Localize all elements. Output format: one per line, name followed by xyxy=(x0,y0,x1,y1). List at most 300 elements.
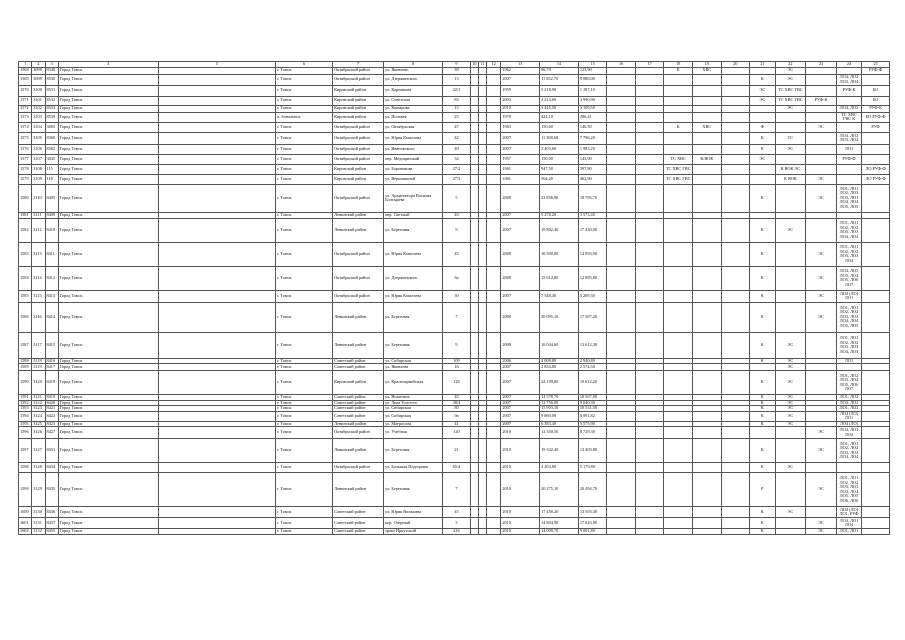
cell-area: 2 203,80 xyxy=(540,463,579,473)
cell-c23 xyxy=(806,371,837,395)
cell-id: 3123 xyxy=(32,406,45,412)
cell-val: 10 531,50 xyxy=(578,406,607,412)
cell-n: 1568 xyxy=(19,67,32,74)
cell-val: 13 612,30 xyxy=(578,332,607,358)
cell-city: г. Томск xyxy=(275,122,332,132)
table-row xyxy=(19,132,890,144)
empty-cell xyxy=(470,164,478,174)
cell-area: 7 548,40 xyxy=(540,290,579,302)
cell-area: 24 109,00 xyxy=(540,371,579,395)
empty-cell xyxy=(478,122,486,132)
cell-c21 xyxy=(750,427,775,439)
cell-year: 2008 xyxy=(501,266,540,290)
empty-cell xyxy=(635,411,664,421)
cell-c25 xyxy=(862,184,890,212)
cell-c21 xyxy=(750,174,775,184)
column-number-cell: 2 xyxy=(32,62,45,68)
empty-cell xyxy=(158,439,275,463)
cell-city: г. Томск xyxy=(275,518,332,529)
cell-city: г. Томск xyxy=(275,364,332,371)
empty-cell xyxy=(607,74,636,85)
cell-loc: Город Томск xyxy=(58,218,158,242)
cell-val: 1 983,20 xyxy=(578,144,607,154)
cell-district: Кировский район xyxy=(333,371,384,395)
column-number-cell: 20 xyxy=(721,62,750,68)
cell-c23 xyxy=(806,105,837,112)
cell-district: Кировский район xyxy=(333,105,384,112)
column-number-cell: 19 xyxy=(693,62,722,68)
cell-district: Ленинский район xyxy=(333,302,384,332)
cell-street: ул. Боровикова xyxy=(384,164,443,174)
cell-c25 xyxy=(862,144,890,154)
cell-code: 115 xyxy=(45,164,58,174)
cell-street: ул. Береговая xyxy=(384,302,443,332)
cell-val: 9 001,80 xyxy=(578,529,607,535)
cell-n: 1594 xyxy=(19,411,32,421)
cell-city: г. Томск xyxy=(275,144,332,154)
cell-c22 xyxy=(775,112,806,122)
empty-cell xyxy=(607,463,636,473)
cell-val: 146,50 xyxy=(578,122,607,132)
cell-c23: РУФ-К xyxy=(806,96,837,105)
cell-c21 xyxy=(750,105,775,112)
cell-c23: ЭС xyxy=(806,174,837,184)
empty-cell xyxy=(721,473,750,507)
cell-c23: ЭС xyxy=(806,529,837,535)
cell-code: 8427 xyxy=(45,427,58,439)
table-row xyxy=(19,302,890,332)
cell-c19 xyxy=(693,105,722,112)
column-number-cell: 16 xyxy=(607,62,636,68)
cell-c18 xyxy=(664,364,693,371)
cell-c18 xyxy=(664,463,693,473)
cell-c24: ЛО1, ЛО2 ЛО3, ЛО4 ЛО5, ЛО6 ЛО7 xyxy=(836,371,861,395)
cell-city: г. Томск xyxy=(275,154,332,164)
cell-code: 3045 xyxy=(45,154,58,164)
cell-val: 10 507,90 xyxy=(578,395,607,401)
column-number-cell: 15 xyxy=(578,62,607,68)
empty-cell xyxy=(470,174,478,184)
empty-cell xyxy=(478,96,486,105)
cell-c22: ЭС xyxy=(775,67,806,74)
cell-n: 1582 xyxy=(19,218,32,242)
cell-loc: Город Томск xyxy=(58,358,158,364)
cell-c24: ЛО4, ЛО2 xyxy=(836,105,861,112)
cell-c24: ЛО4, ЛО2 xyxy=(836,400,861,406)
cell-year: 1962 xyxy=(501,67,540,74)
empty-cell xyxy=(158,112,275,122)
cell-area: 4 008,80 xyxy=(540,358,579,364)
cell-house: 43 xyxy=(443,212,471,218)
cell-c22: ЭС xyxy=(775,358,806,364)
empty-cell xyxy=(470,85,478,96)
cell-c23: ЭС xyxy=(806,439,837,463)
empty-cell xyxy=(470,427,478,439)
cell-street: ул. Березовая xyxy=(384,473,443,507)
cell-year: 2010 xyxy=(501,507,540,518)
cell-street: ул. Юрия Кошелева xyxy=(384,290,443,302)
cell-house: 21 xyxy=(443,439,471,463)
empty-cell xyxy=(478,473,486,507)
empty-cell xyxy=(470,473,478,507)
cell-c23: ЭС xyxy=(806,242,837,266)
cell-district: Октябрьский район xyxy=(333,266,384,290)
cell-house: 5 xyxy=(443,184,471,212)
empty-cell xyxy=(635,242,664,266)
cell-year: 2010 xyxy=(501,473,540,507)
empty-cell xyxy=(487,364,501,371)
cell-c19 xyxy=(693,184,722,212)
cell-loc: Город Томск xyxy=(58,439,158,463)
cell-house: 25 xyxy=(443,112,471,122)
cell-n: 1576 xyxy=(19,144,32,154)
cell-code: 8421 xyxy=(45,406,58,412)
cell-year: 2010 xyxy=(501,427,540,439)
empty-cell xyxy=(635,122,664,132)
empty-cell xyxy=(158,411,275,421)
cell-loc: Город Томск xyxy=(58,400,158,406)
cell-c19 xyxy=(693,302,722,332)
table-row xyxy=(19,164,890,174)
cell-c25 xyxy=(862,302,890,332)
column-number-cell: 1 xyxy=(19,62,32,68)
cell-c18: ТС ХВС ГВС xyxy=(664,174,693,184)
cell-n: 1569 xyxy=(19,74,32,85)
cell-code: 8413 xyxy=(45,290,58,302)
cell-val: 143,90 xyxy=(578,154,607,164)
empty-cell xyxy=(478,67,486,74)
cell-area: 14 009,70 xyxy=(540,529,579,535)
cell-c19 xyxy=(693,364,722,371)
empty-cell xyxy=(158,518,275,529)
empty-cell xyxy=(635,266,664,290)
cell-year: 1978 xyxy=(501,112,540,122)
cell-id: 3099 xyxy=(32,74,45,85)
empty-cell xyxy=(721,529,750,535)
cell-code: 8416 xyxy=(45,358,58,364)
cell-house: 9 xyxy=(443,332,471,358)
cell-c19 xyxy=(693,218,722,242)
empty-cell xyxy=(487,411,501,421)
cell-c18 xyxy=(664,332,693,358)
cell-year: 2007 xyxy=(501,371,540,395)
cell-c25 xyxy=(862,473,890,507)
cell-c18 xyxy=(664,144,693,154)
cell-c23 xyxy=(806,112,837,122)
cell-city: г. Томск xyxy=(275,105,332,112)
cell-c21: ЭС xyxy=(750,96,775,105)
cell-c22: К ЯОК ЭС xyxy=(775,164,806,174)
cell-c24: РУФ-Ф xyxy=(836,154,861,164)
cell-code: 8437 xyxy=(45,518,58,529)
empty-cell xyxy=(158,266,275,290)
cell-street: ул. Березовая xyxy=(384,332,443,358)
cell-c23: ЭС xyxy=(806,290,837,302)
empty-cell xyxy=(487,302,501,332)
cell-district: Советский район xyxy=(333,529,384,535)
cell-val: 9 040,30 xyxy=(578,400,607,406)
empty-cell xyxy=(470,122,478,132)
empty-cell xyxy=(635,427,664,439)
empty-cell xyxy=(158,290,275,302)
empty-cell xyxy=(478,463,486,473)
cell-c21: К xyxy=(750,529,775,535)
cell-code: 8411 xyxy=(45,242,58,266)
cell-val: 13 503,30 xyxy=(578,507,607,518)
empty-cell xyxy=(721,184,750,212)
cell-id: 3119 xyxy=(32,364,45,371)
cell-id: 3102 xyxy=(32,105,45,112)
empty-cell xyxy=(487,463,501,473)
cell-id: 3126 xyxy=(32,427,45,439)
empty-cell xyxy=(487,122,501,132)
empty-cell xyxy=(478,132,486,144)
empty-cell xyxy=(470,364,478,371)
cell-id: 3108 xyxy=(32,164,45,174)
empty-cell xyxy=(635,473,664,507)
cell-c18: ТС ХВС ГВС xyxy=(664,164,693,174)
cell-c25 xyxy=(862,518,890,529)
table-row xyxy=(19,518,890,529)
cell-n: 1571 xyxy=(19,96,32,105)
empty-cell xyxy=(721,518,750,529)
cell-street: ул. Сибирская xyxy=(384,411,443,421)
cell-c18 xyxy=(664,184,693,212)
cell-city: г. Томск xyxy=(275,184,332,212)
cell-c18 xyxy=(664,96,693,105)
empty-cell xyxy=(158,74,275,85)
cell-val: 8 729,30 xyxy=(578,427,607,439)
empty-cell xyxy=(478,184,486,212)
cell-code: 8423 xyxy=(45,421,58,427)
empty-cell xyxy=(478,164,486,174)
cell-c23: ЭС xyxy=(806,184,837,212)
empty-cell xyxy=(470,439,478,463)
cell-c18 xyxy=(664,290,693,302)
cell-c24: ЛО4 (ЛО) ЛО1 xyxy=(836,290,861,302)
cell-district: Октябрьский район xyxy=(333,184,384,212)
empty-cell xyxy=(635,184,664,212)
cell-n: 1584 xyxy=(19,266,32,290)
cell-id: 3125 xyxy=(32,421,45,427)
cell-c19 xyxy=(693,371,722,395)
empty-cell xyxy=(487,427,501,439)
empty-cell xyxy=(470,112,478,122)
empty-cell xyxy=(487,529,501,535)
cell-id: 3100 xyxy=(32,85,45,96)
empty-cell xyxy=(158,164,275,174)
cell-n: 1573 xyxy=(19,112,32,122)
empty-cell xyxy=(158,507,275,518)
cell-city: г. Томск xyxy=(275,507,332,518)
cell-c23 xyxy=(806,164,837,174)
cell-city: г. Томск xyxy=(275,529,332,535)
cell-code: 8436 xyxy=(45,507,58,518)
cell-c18 xyxy=(664,473,693,507)
cell-val: 17 507,20 xyxy=(578,302,607,332)
empty-cell xyxy=(470,290,478,302)
cell-house: 216 xyxy=(443,529,471,535)
cell-c22 xyxy=(775,122,806,132)
cell-c18 xyxy=(664,439,693,463)
cell-c24: ЛО1, ЛО1 ЛО2, ЛО2 ЛО3, ЛО3 ЛО4, ЛО4 xyxy=(836,332,861,358)
cell-c24 xyxy=(836,122,861,132)
cell-c21: Ф xyxy=(750,122,775,132)
empty-cell xyxy=(487,96,501,105)
cell-code: 8412 xyxy=(45,266,58,290)
cell-c18 xyxy=(664,507,693,518)
empty-cell xyxy=(487,112,501,122)
cell-district: Октябрьский район xyxy=(333,132,384,144)
empty-cell xyxy=(721,427,750,439)
cell-id: 3106 xyxy=(32,144,45,154)
cell-c21: К xyxy=(750,439,775,463)
cell-c22: ЭС xyxy=(775,364,806,371)
cell-n: 1588 xyxy=(19,358,32,364)
cell-city: г. Томск xyxy=(275,67,332,74)
cell-city: г. Томск xyxy=(275,212,332,218)
empty-cell xyxy=(607,164,636,174)
cell-loc: Город Томск xyxy=(58,144,158,154)
empty-cell xyxy=(635,105,664,112)
cell-year: 2008 xyxy=(501,242,540,266)
cell-city: г. Томск xyxy=(275,400,332,406)
cell-id: 3131 xyxy=(32,518,45,529)
cell-c25 xyxy=(862,439,890,463)
cell-id: 3122 xyxy=(32,400,45,406)
cell-year: 1961 xyxy=(501,174,540,184)
cell-house: 27/3 xyxy=(443,174,471,184)
column-number-cell: 18 xyxy=(664,62,693,68)
cell-code: 8360 xyxy=(45,132,58,144)
cell-code: 8420 xyxy=(45,400,58,406)
cell-id: 3118 xyxy=(32,358,45,364)
cell-id: 3110 xyxy=(32,184,45,212)
cell-c19 xyxy=(693,529,722,535)
cell-code: 8410 xyxy=(45,218,58,242)
cell-loc: Город Томск xyxy=(58,332,158,358)
cell-val: 17 023,00 xyxy=(578,518,607,529)
empty-cell xyxy=(721,302,750,332)
empty-cell xyxy=(607,96,636,105)
cell-c18 xyxy=(664,529,693,535)
cell-val: 18 795,70 xyxy=(578,184,607,212)
cell-c25 xyxy=(862,463,890,473)
table-row xyxy=(19,290,890,302)
empty-cell xyxy=(470,411,478,421)
empty-cell xyxy=(470,67,478,74)
empty-cell xyxy=(635,518,664,529)
cell-district: Советский район xyxy=(333,358,384,364)
cell-street: ул. Кошарова xyxy=(384,105,443,112)
empty-cell xyxy=(607,174,636,184)
cell-c24: ЛО4, ЛО5 ЛО3, ЛО4 ЛО5, ЛО6 ЛО7 xyxy=(836,266,861,290)
cell-val: 3 990,90 xyxy=(578,96,607,105)
empty-cell xyxy=(158,242,275,266)
cell-city: г. Томск xyxy=(275,411,332,421)
cell-val: 13 403,80 xyxy=(578,439,607,463)
cell-district: Кировский район xyxy=(333,112,384,122)
empty-cell xyxy=(470,266,478,290)
cell-area: 2 403,60 xyxy=(540,144,579,154)
empty-cell xyxy=(607,371,636,395)
cell-house: 45 xyxy=(443,395,471,401)
cell-n: 1577 xyxy=(19,154,32,164)
empty-cell xyxy=(635,67,664,74)
cell-c25: БО РУФ-Ф xyxy=(862,112,890,122)
empty-cell xyxy=(470,96,478,105)
empty-cell xyxy=(470,518,478,529)
cell-c23: ЭС xyxy=(806,266,837,290)
table-row xyxy=(19,67,890,74)
cell-c23 xyxy=(806,132,837,144)
cell-c21: ЭС xyxy=(750,154,775,164)
table-row xyxy=(19,85,890,96)
cell-loc: Город Томск xyxy=(58,212,158,218)
cell-year: 2010 xyxy=(501,439,540,463)
cell-c25: РУФ xyxy=(862,122,890,132)
cell-c21: К xyxy=(750,144,775,154)
cell-n: 1570 xyxy=(19,85,32,96)
table-row xyxy=(19,463,890,473)
empty-cell xyxy=(487,290,501,302)
empty-cell xyxy=(721,122,750,132)
empty-cell xyxy=(470,154,478,164)
cell-id: 3120 xyxy=(32,371,45,395)
cell-val: 3 573,40 xyxy=(578,212,607,218)
cell-year: 2008 xyxy=(501,302,540,332)
cell-id: 3105 xyxy=(32,132,45,144)
cell-loc: Город Томск xyxy=(58,507,158,518)
cell-city: г. Томск xyxy=(275,218,332,242)
cell-n: 1597 xyxy=(19,439,32,463)
empty-cell xyxy=(635,96,664,105)
empty-cell xyxy=(478,174,486,184)
cell-area: 16 300,00 xyxy=(540,242,579,266)
cell-loc: Город Томск xyxy=(58,74,158,85)
cell-house: 34 xyxy=(443,154,471,164)
cell-c24: ЛО1, ЛО2 xyxy=(836,406,861,412)
cell-house: 30 xyxy=(443,290,471,302)
cell-val: 19 612,20 xyxy=(578,371,607,395)
empty-cell xyxy=(721,290,750,302)
empty-cell xyxy=(607,290,636,302)
cell-c19 xyxy=(693,290,722,302)
cell-street: ул. Льва Толстого xyxy=(384,400,443,406)
cell-house: 65/4 xyxy=(443,463,471,473)
empty-cell xyxy=(721,96,750,105)
empty-cell xyxy=(478,507,486,518)
cell-area: 424,10 xyxy=(540,112,579,122)
cell-street: ул. Матросова xyxy=(384,421,443,427)
column-number-cell: 25 xyxy=(862,62,890,68)
cell-district: Октябрьский район xyxy=(333,290,384,302)
cell-c18 xyxy=(664,302,693,332)
cell-code: 8530 xyxy=(45,74,58,85)
empty-cell xyxy=(607,411,636,421)
empty-cell xyxy=(158,96,275,105)
cell-c19 xyxy=(693,332,722,358)
cell-c18: ТС ХВС xyxy=(664,154,693,164)
column-number-cell: 7 xyxy=(333,62,384,68)
cell-val: 14 093,90 xyxy=(578,242,607,266)
empty-cell xyxy=(478,154,486,164)
cell-c19 xyxy=(693,112,722,122)
cell-c22 xyxy=(775,184,806,212)
column-number-cell: 22 xyxy=(775,62,806,68)
cell-year: 1961 xyxy=(501,164,540,174)
cell-c25: РУФ-К xyxy=(862,105,890,112)
